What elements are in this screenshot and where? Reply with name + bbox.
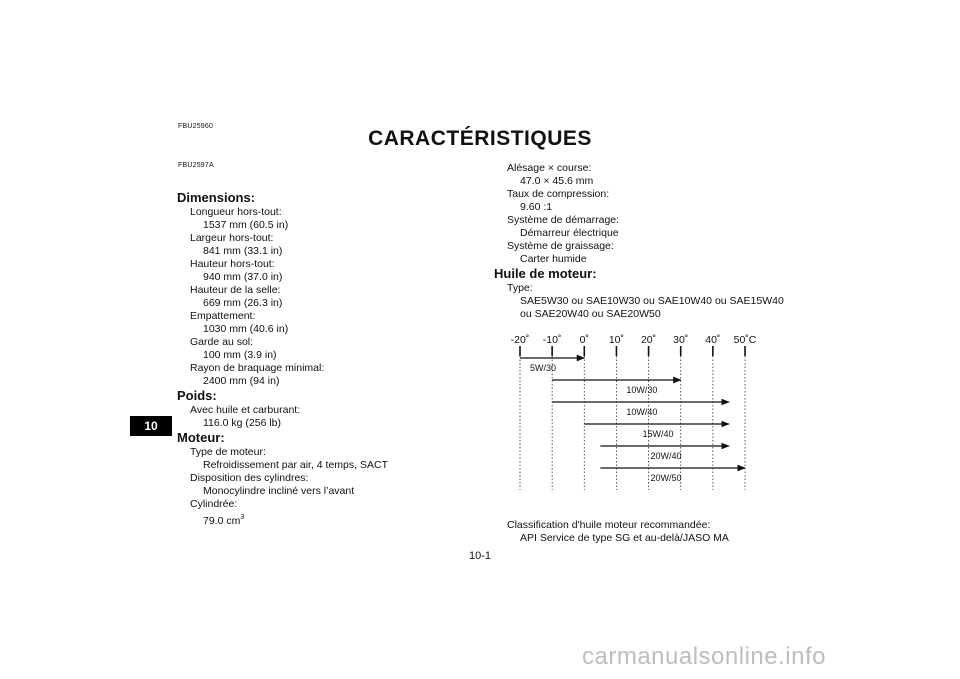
turning-radius-label: Rayon de braquage minimal: xyxy=(190,362,325,374)
seat-height-label: Hauteur de la selle: xyxy=(190,284,281,296)
wheelbase-label: Empattement: xyxy=(190,310,256,322)
section-code: FBU25960 xyxy=(178,123,214,130)
oil-grade-label: 5W/30 xyxy=(530,363,557,373)
displacement-superscript: 3 xyxy=(240,514,245,521)
compression-value: 9.60 :1 xyxy=(520,201,553,213)
starting-system-value: Démarreur électrique xyxy=(520,227,619,239)
ground-clearance-value: 100 mm (3.9 in) xyxy=(203,349,277,361)
weight-heading: Poids: xyxy=(177,388,217,403)
classification-value: API Service de type SG et au-delà/JASO MA xyxy=(520,532,729,544)
compression-label: Taux de compression: xyxy=(507,188,610,200)
width-value: 841 mm (33.1 in) xyxy=(203,245,283,257)
bore-stroke-value: 47.0 × 45.6 mm xyxy=(520,175,594,187)
temp-tick-label: 30˚ xyxy=(673,334,689,346)
watermark: carmanualsonline.info xyxy=(582,643,826,670)
oil-grade-label: 10W/40 xyxy=(626,407,658,417)
lubrication-value: Carter humide xyxy=(520,253,587,265)
engine-oil-heading: Huile de moteur: xyxy=(494,266,597,281)
weight-label: Avec huile et carburant: xyxy=(190,404,301,416)
engine-type-value: Refroidissement par air, 4 temps, SACT xyxy=(203,459,388,471)
temp-tick-label: 20˚ xyxy=(640,334,657,346)
dimensions-heading: Dimensions: xyxy=(177,190,256,205)
ground-clearance-label: Garde au sol: xyxy=(190,336,254,348)
temp-tick-label: -20˚ xyxy=(510,334,530,346)
oil-type-line-1: SAE5W30 ou SAE10W30 ou SAE10W40 ou SAE15W40 xyxy=(520,295,784,307)
classification-label: Classification d'huile moteur recommandée: xyxy=(507,519,711,531)
displacement-label: Cylindrée: xyxy=(190,498,238,510)
temp-tick-label: 10˚ xyxy=(608,334,625,346)
temp-tick-label: 50˚C xyxy=(733,334,757,346)
engine-type-label: Type de moteur: xyxy=(190,446,266,458)
weight-value: 116.0 kg (256 lb) xyxy=(203,417,282,429)
page-number: 10-1 xyxy=(468,550,492,562)
engine-heading: Moteur: xyxy=(177,430,225,445)
turning-radius-value: 2400 mm (94 in) xyxy=(203,375,280,387)
displacement-number: 79.0 cm xyxy=(203,515,241,527)
oil-grade-label: 15W/40 xyxy=(642,429,674,439)
oil-grade-label: 20W/50 xyxy=(650,473,682,483)
oil-type-label: Type: xyxy=(507,282,533,294)
wheelbase-value: 1030 mm (40.6 in) xyxy=(203,323,289,335)
cylinder-layout-value: Monocylindre incliné vers l’avant xyxy=(203,485,355,497)
temp-tick-label: 0˚ xyxy=(579,334,589,346)
length-value: 1537 mm (60.5 in) xyxy=(203,219,289,231)
seat-height-value: 669 mm (26.3 in) xyxy=(203,297,283,309)
lubrication-label: Système de graissage: xyxy=(507,240,614,252)
height-label: Hauteur hors-tout: xyxy=(190,258,275,270)
oil-grade-label: 10W/30 xyxy=(626,385,658,395)
oil-type-line-2: ou SAE20W40 ou SAE20W50 xyxy=(520,308,661,320)
page-title: CARACTÉRISTIQUES xyxy=(368,127,592,150)
chapter-tab: 10 xyxy=(130,416,172,436)
temp-tick-label: -10˚ xyxy=(542,334,562,346)
starting-system-label: Système de démarrage: xyxy=(507,214,620,226)
length-label: Longueur hors-tout: xyxy=(190,206,282,218)
bore-stroke-label: Alésage × course: xyxy=(507,162,592,174)
temp-tick-label: 40˚ xyxy=(705,334,721,346)
subsection-code: FBU2597A xyxy=(178,162,214,169)
cylinder-layout-label: Disposition des cylindres: xyxy=(190,472,309,484)
height-value: 940 mm (37.0 in) xyxy=(203,271,283,283)
width-label: Largeur hors-tout: xyxy=(190,232,274,244)
oil-grade-label: 20W/40 xyxy=(650,451,682,461)
